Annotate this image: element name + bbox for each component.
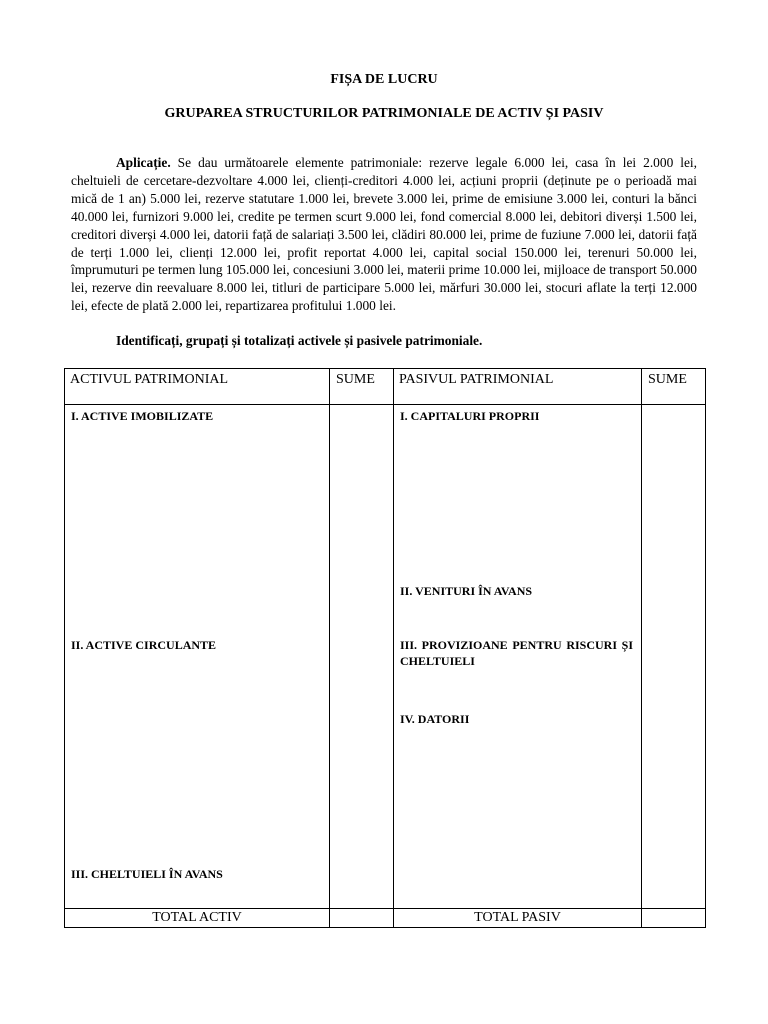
- activ-section-cheltuieli-avans: III. CHELTUIELI ÎN AVANS: [71, 867, 223, 881]
- pasiv-section-datorii: IV. DATORII: [400, 712, 470, 726]
- page-subtitle: GRUPAREA STRUCTURILOR PATRIMONIALE DE ACTIV ȘI PASIV: [164, 106, 604, 121]
- total-activ-label: TOTAL ACTIV: [65, 909, 330, 928]
- table-total-row: [65, 909, 706, 928]
- exercise-task: Identificați, grupați și totalizați activele și pasivele patrimoniale.: [116, 333, 483, 348]
- total-pasiv-value[interactable]: [642, 909, 706, 928]
- sume-activ-cell[interactable]: [330, 405, 394, 909]
- exercise-lead: Aplicație.: [116, 155, 171, 170]
- header-sume-pasiv: SUME: [642, 369, 706, 405]
- pasiv-section-capitaluri: I. CAPITALURI PROPRII: [400, 409, 540, 423]
- header-sume-activ: SUME: [330, 369, 394, 405]
- activ-cell: [65, 405, 330, 909]
- exercise-text: Se dau următoarele elemente patrimoniale: rezerve legale 6.000 lei, casa în lei 2.000 lei, cheltuieli de cercetare-dezvoltare 4.000 lei, clienți-creditori 4.000 lei, acțiuni proprii (deținute pe o perioadă mai mică de 1 an) 5.000 lei, rezerve statutare 1.000 lei, brevete 3.000 lei, prime de emisiune 3.000 lei, conturi la bănci 40.000 lei, furnizori 9.000 lei, credite pe termen scurt 9.000 lei, fond comercial 8.000 lei, debitori diverși 1.500 lei, creditori diverși 4.000 lei, datorii față de salariați 3.500 lei, clădiri 80.000 lei, prime de fuziune 7.000 lei, datorii față de terți 1.000 lei, clienți 12.000 lei, profit reportat 4.000 lei, capital social 150.000 lei, terenuri 50.000 lei, împrumuturi pe termen lung 105.000 lei, concesiuni 3.000 lei, materii prime 10.000 lei, mijloace de transport 50.000 lei, rezerve din reevaluare 8.000 lei, titluri de participare 5.000 lei, mărfuri 30.000 lei, stocuri aflate la terți 12.000 lei, efecte de plată 2.000 lei, repartizarea profitului 1.000 lei.: [71, 155, 697, 314]
- total-pasiv-label: TOTAL PASIV: [394, 909, 642, 928]
- header-pasiv: PASIVUL PATRIMONIAL: [394, 369, 642, 405]
- pasiv-section-provizioane: III. PROVIZIOANE PENTRU RISCURI ȘI CHELTUIELI: [400, 638, 633, 668]
- total-activ-value[interactable]: [330, 909, 394, 928]
- table-body-row: [65, 405, 706, 909]
- activ-section-circulante: II. ACTIVE CIRCULANTE: [71, 638, 217, 652]
- exercise-paragraph: [71, 154, 697, 315]
- page-title: FIȘA DE LUCRU: [330, 72, 438, 87]
- table-header-row: [65, 369, 706, 405]
- balance-sheet-table: [64, 368, 706, 928]
- activ-section-imobilizate: I. ACTIVE IMOBILIZATE: [71, 409, 214, 423]
- pasiv-section-venituri-avans: II. VENITURI ÎN AVANS: [400, 584, 533, 598]
- header-activ: ACTIVUL PATRIMONIAL: [65, 369, 330, 405]
- sume-pasiv-cell[interactable]: [642, 405, 706, 909]
- pasiv-cell: [394, 405, 642, 909]
